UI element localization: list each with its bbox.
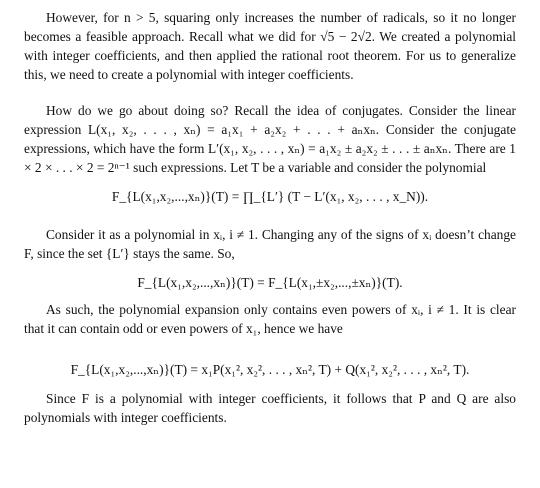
equation-decomposition: F_{L(x₁,x₂,...,xₙ)}(T) = x₁P(x₁², x₂², . . . , xₙ², T) + Q(x₁², x₂², . . . , xₙ², T). (70, 362, 470, 377)
paragraph-1: However, for n > 5, squaring only increases the number of radicals, so it no longer becomes a feasible approach. Recall what we did for √5 − 2√2. We created a polynomial with integer coefficients, and then applied the rational root theorem. For us to generalize this, we need to create a polynomial with integer coefficients. (24, 10, 516, 82)
paragraph-4: As such, the polynomial expansion only contains even powers of xᵢ, i ≠ 1. It is clear that it can contain odd or even powers of x₁, hence we have (24, 302, 516, 336)
equation-product: F_{L(x₁,x₂,...,xₙ)}(T) = ∏_{L′} (T − L′(x₁, x₂, . . . , x_N)). (111, 189, 429, 204)
paragraph-3: Consider it as a polynomial in xᵢ, i ≠ 1. Changing any of the signs of xᵢ doesn’t change F, since the set {L′} stays the same. So, (24, 227, 516, 261)
paragraph-5: Since F is a polynomial with integer coefficients, it follows that P and Q are also polynomials with integer coefficients. (24, 391, 516, 425)
document-page (24, 6, 516, 427)
equation-symmetry: F_{L(x₁,x₂,...,xₙ)}(T) = F_{L(x₁,±x₂,...,±xₙ)}(T). (137, 275, 403, 290)
paragraph-2: How do we go about doing so? Recall the idea of conjugates. Consider the linear expression L(x₁, x₂, . . . , xₙ) = a₁x₁ + a₂x₂ + . . . + aₙxₙ. Consider the conjugate expressions, which have the form L′(x₁, x₂, . . . , xₙ) = a₁x₂ ± a₂x₂ ± . . . ± aₙxₙ. There are 1 × 2 × . . . × 2 = 2ⁿ⁻¹ such expressions. Let T be a variable and consider the polynomial (24, 103, 516, 175)
